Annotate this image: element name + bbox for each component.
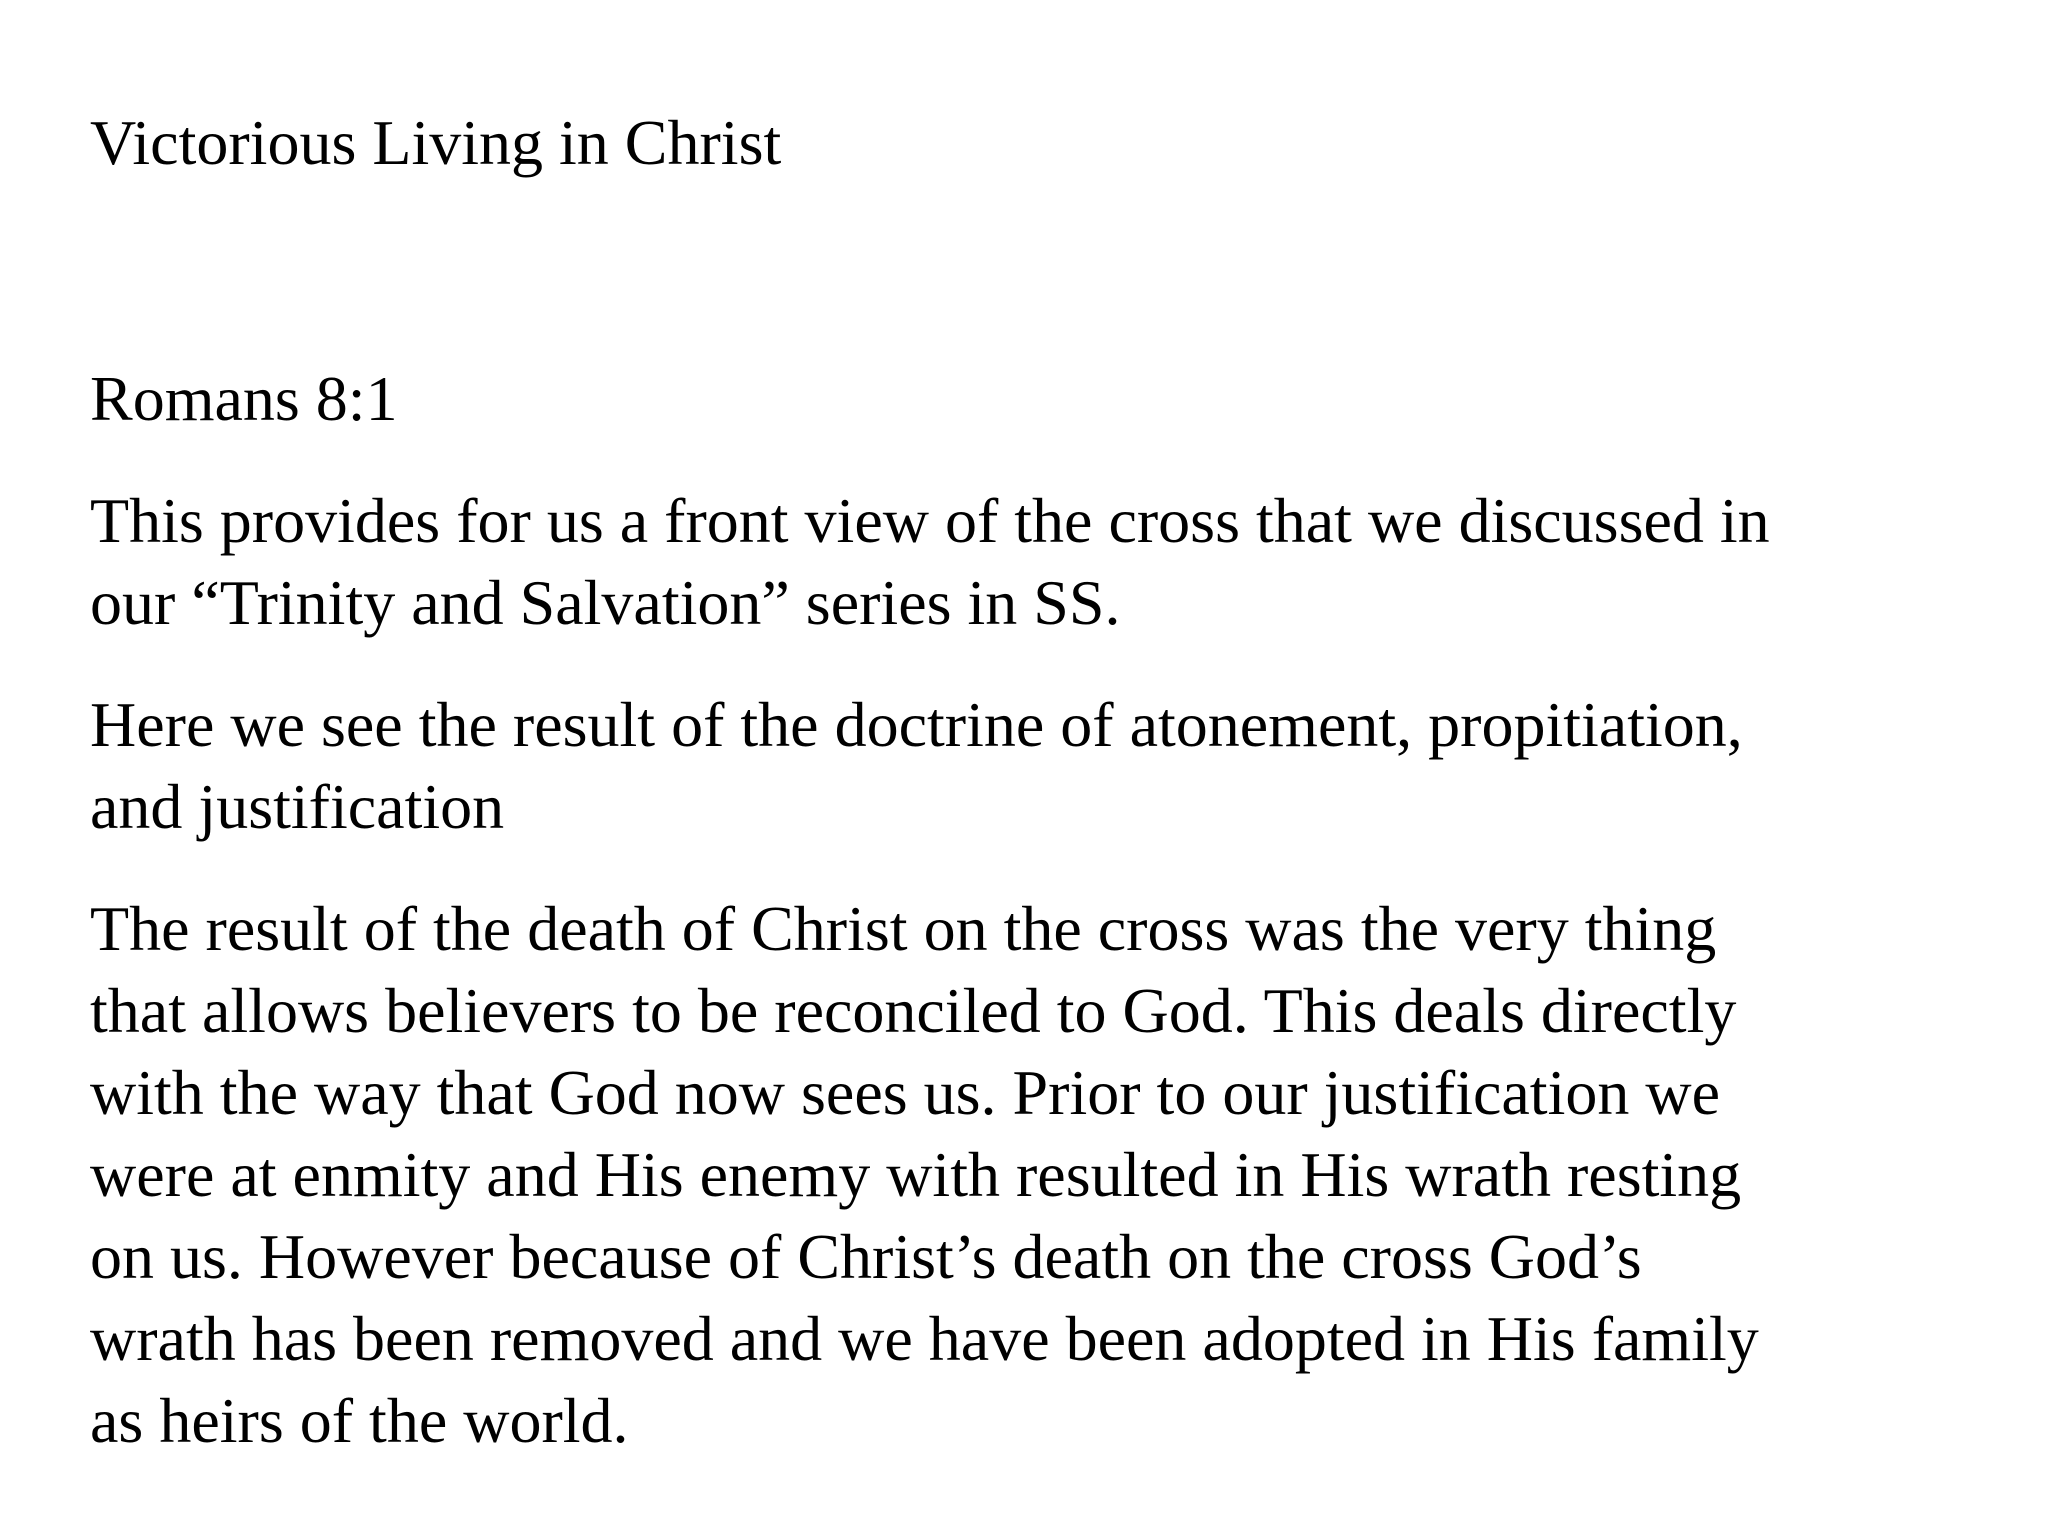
paragraph-line: The result of the death of Christ on the cross was the very thing [90, 893, 1717, 964]
paragraph-line: with the way that God now sees us. Prior to our justification we [90, 1057, 1720, 1128]
paragraph-scripture-reference [90, 358, 1990, 440]
paragraph-line: were at enmity and His enemy with resulted in His wrath resting [90, 1139, 1742, 1210]
document-body [90, 358, 1990, 1502]
paragraph-doctrine [90, 684, 1990, 848]
document-title: Victorious Living in Christ [90, 107, 782, 178]
paragraph-line: wrath has been removed and we have been adopted in His family [90, 1303, 1759, 1374]
paragraph-line: Romans 8:1 [90, 363, 398, 434]
paragraph-line: This provides for us a front view of the cross that we discussed in [90, 485, 1770, 556]
paragraph-line: that allows believers to be reconciled to God. This deals directly [90, 975, 1737, 1046]
paragraph-line: and justification [90, 771, 505, 842]
paragraph-result-of-death [90, 888, 1990, 1462]
paragraph-line: our “Trinity and Salvation” series in SS. [90, 567, 1121, 638]
paragraph-line: on us. However because of Christ’s death on the cross God’s [90, 1221, 1642, 1292]
paragraph-line: as heirs of the world. [90, 1385, 629, 1456]
paragraph-line: Here we see the result of the doctrine of atonement, propitiation, [90, 689, 1743, 760]
paragraph-front-view [90, 480, 1990, 644]
